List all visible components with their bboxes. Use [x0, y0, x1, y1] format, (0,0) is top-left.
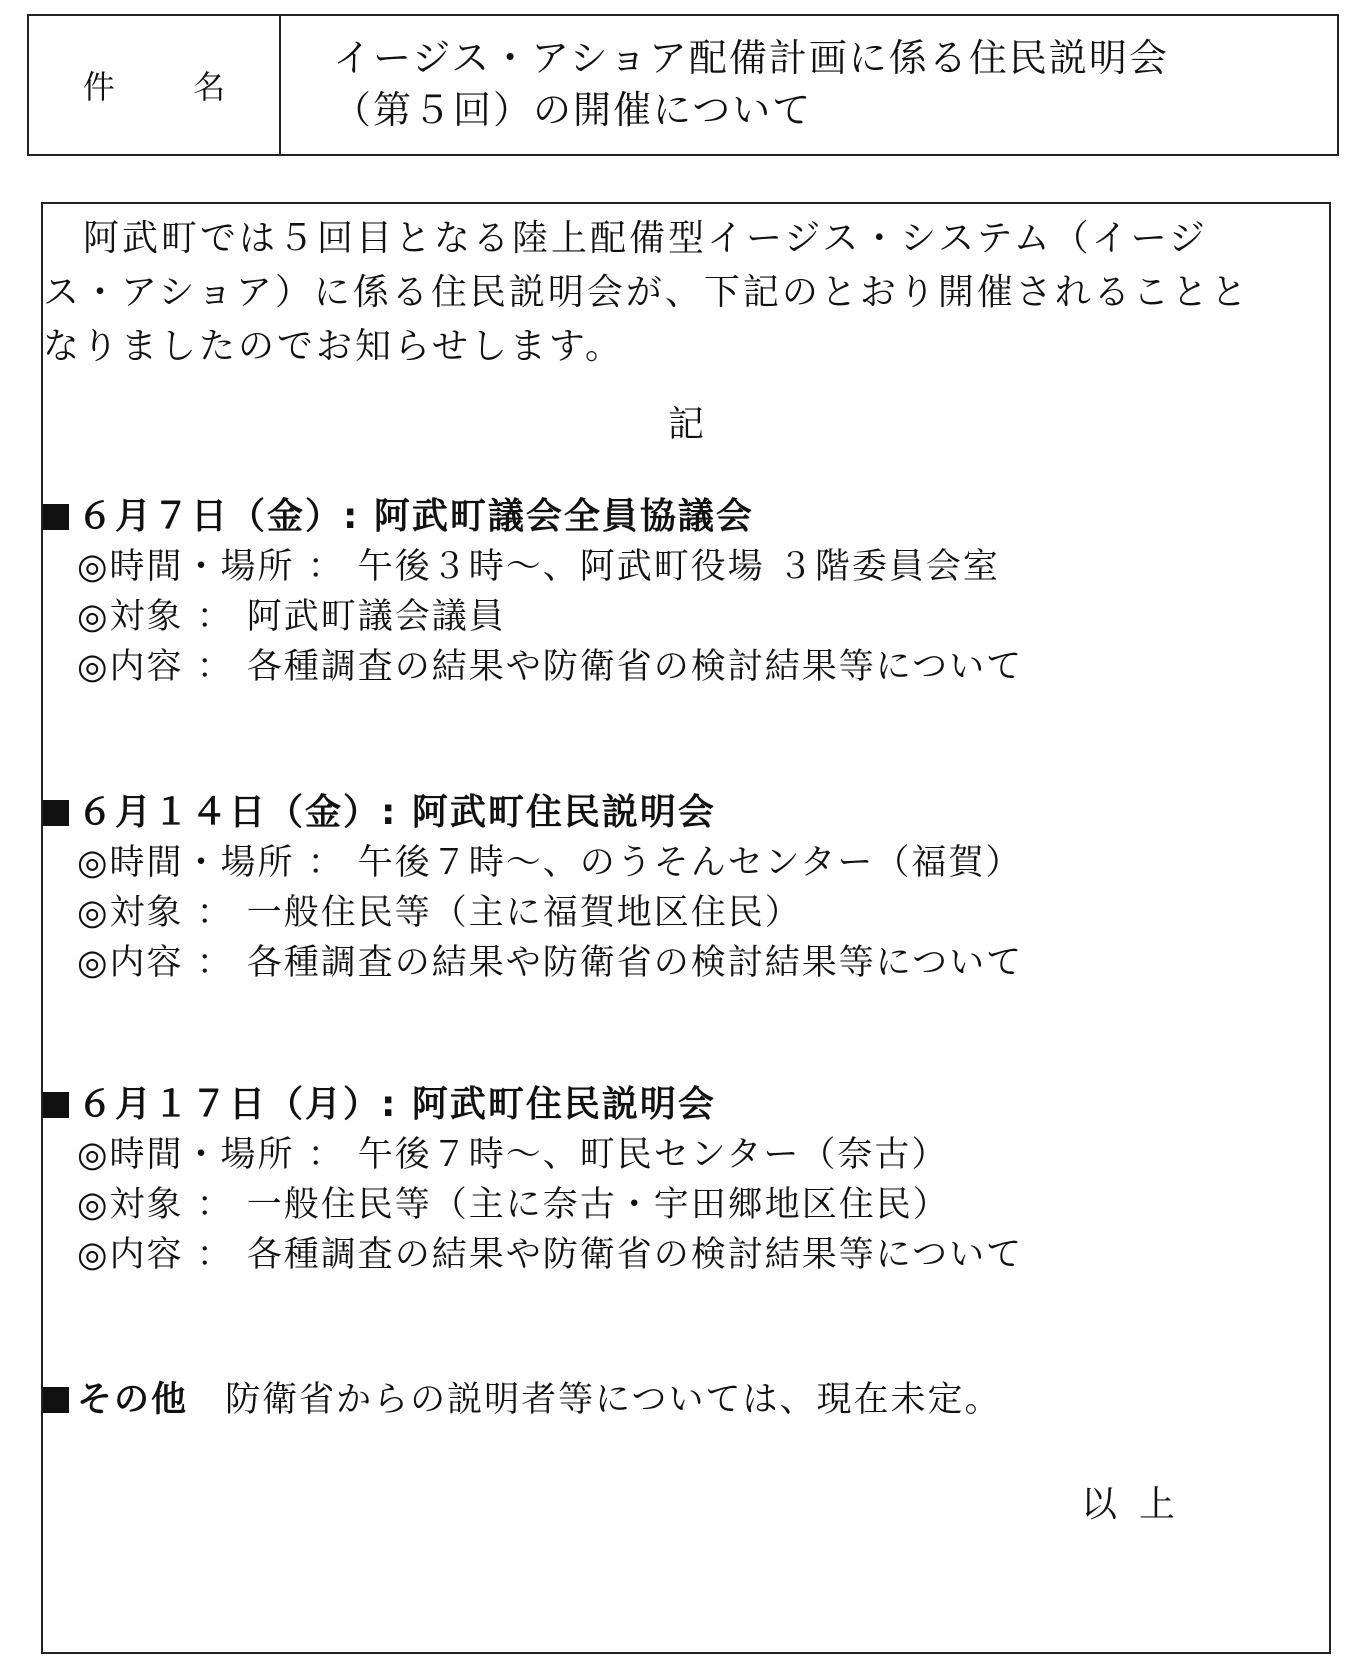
closing-mark: 以上	[1080, 1484, 1197, 1525]
time-place: ◎時間・場所 ： 午後７時～、のうそんセンター（福賀）	[77, 843, 1023, 883]
black-square-icon	[43, 800, 69, 826]
subject-box	[27, 14, 1339, 156]
subject-title	[281, 16, 1337, 154]
subject-label: 件 名	[29, 16, 281, 154]
content: ◎内容 ： 各種調査の結果や防衛省の検討結果等について	[77, 943, 1024, 983]
section-heading	[43, 1080, 1329, 1130]
subject-title-line2: （第５回）の開催について	[333, 88, 813, 132]
time-place: ◎時間・場所 ： 午後３時～、阿武町役場 ３階委員会室	[77, 547, 1000, 587]
target: ◎対象 ： 阿武町議会議員	[77, 597, 506, 637]
time-place: ◎時間・場所 ： 午後７時～、町民センター（奈古）	[77, 1135, 949, 1175]
notice-body	[41, 202, 1331, 1654]
intro-line3: なりましたのでお知らせします。	[43, 326, 625, 367]
section-june-7	[43, 492, 1329, 692]
section-heading	[43, 492, 1329, 542]
black-square-icon	[43, 1092, 69, 1118]
target: ◎対象 ： 一般住民等（主に奈古・宇田郷地区住民）	[77, 1185, 950, 1225]
section-heading-text: ６月１７日（月）: 阿武町住民説明会	[77, 1084, 716, 1125]
black-square-icon	[43, 1387, 69, 1413]
intro-paragraph	[43, 212, 1329, 374]
intro-line2: ス・アショア）に係る住民説明会が、下記のとおり開催されることと	[43, 272, 1250, 313]
other-section	[43, 1372, 1329, 1422]
ki-heading: 記	[667, 404, 704, 445]
section-heading-text: ６月１４日（金）: 阿武町住民説明会	[77, 792, 716, 833]
content: ◎内容 ： 各種調査の結果や防衛省の検討結果等について	[77, 1235, 1024, 1275]
section-june-17	[43, 1080, 1329, 1280]
section-june-14	[43, 788, 1329, 988]
intro-line1: 阿武町では５回目となる陸上配備型イージス・システム（イージ	[83, 218, 1208, 259]
content: ◎内容 ： 各種調査の結果や防衛省の検討結果等について	[77, 647, 1024, 687]
section-heading	[43, 788, 1329, 838]
subject-title-line1: イージス・アショア配備計画に係る住民説明会	[333, 36, 1169, 80]
section-heading-text: ６月７日（金）: 阿武町議会全員協議会	[77, 496, 754, 537]
other-text: 防衛省からの説明者等については、現在未定。	[225, 1380, 1002, 1420]
target: ◎対象 ： 一般住民等（主に福賀地区住民）	[77, 893, 802, 933]
other-heading: その他	[77, 1380, 189, 1420]
black-square-icon	[43, 504, 69, 530]
